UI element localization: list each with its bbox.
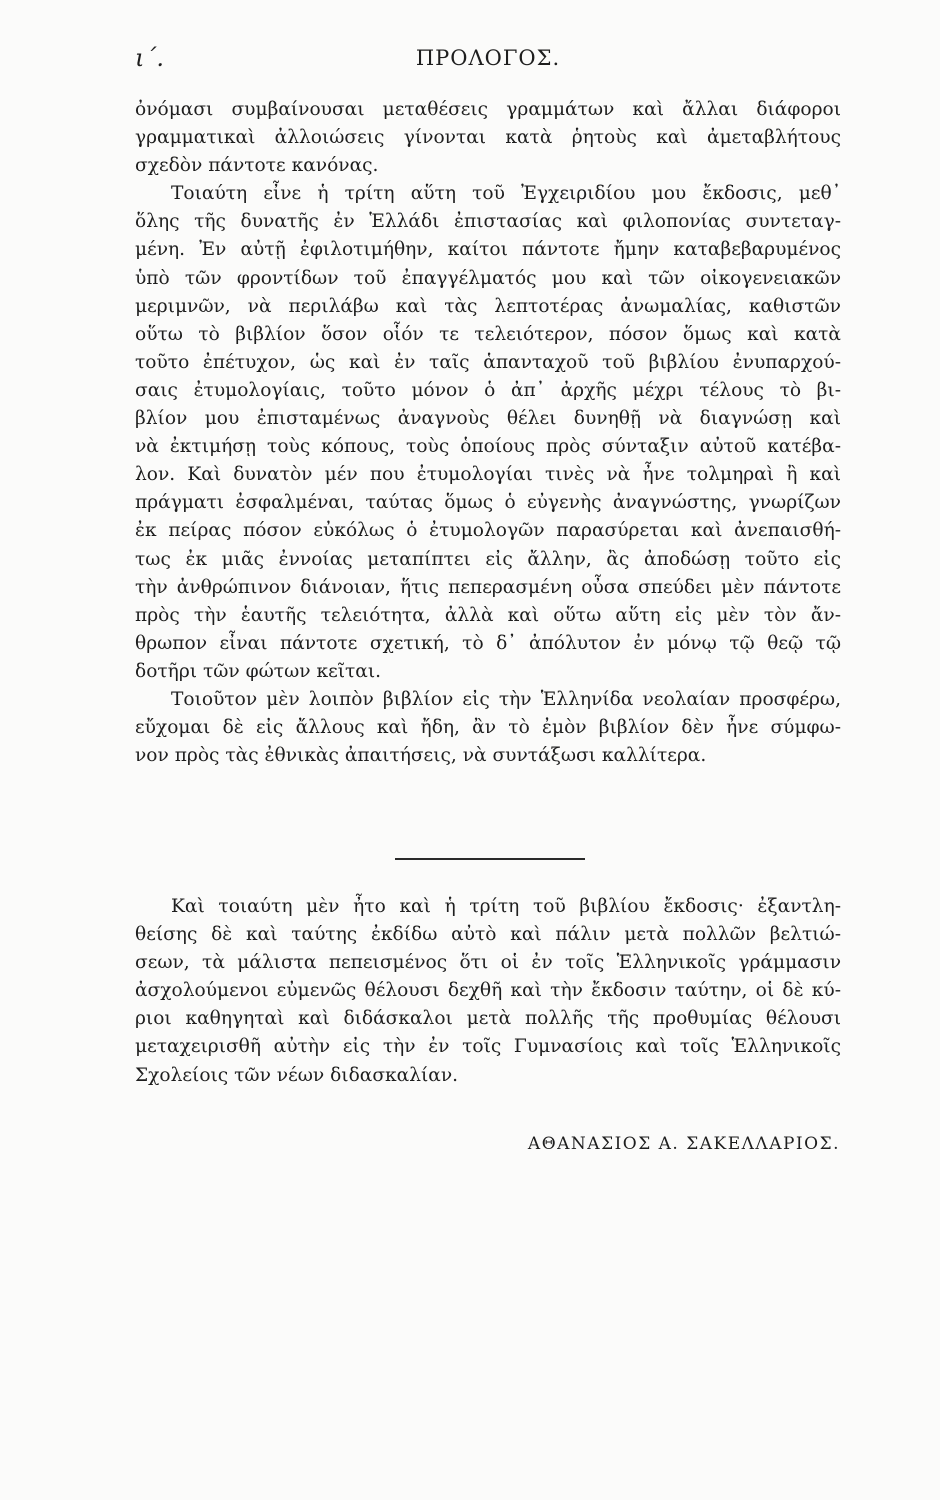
- text-line: σαις ἐτυμολογίαις, τοῦτο μόνον ὁ ἀπ᾽ ἀρχῆς μέχρι τέλους τὸ βι-: [135, 379, 841, 401]
- text-line: πρὸς τὴν ἑαυτῆς τελειότητα, ἀλλὰ καὶ οὕτω αὕτη εἰς μὲν τὸν ἄν-: [135, 604, 841, 626]
- text-line: Καὶ τοιαύτη μὲν ἦτο καὶ ἡ τρίτη τοῦ βιβλίου ἔκδοσις· ἐξαντλη-: [171, 896, 841, 917]
- text-line: τοῦτο ἐπέτυχον, ὡς καὶ ἐν ταῖς ἁπανταχοῦ τοῦ βιβλίου ἐνυπαρχού-: [135, 351, 841, 373]
- text-line: τὴν ἀνθρώπινον διάνοιαν, ἥτις πεπερασμένη οὖσα σπεύδει μὲν πάντοτε: [135, 576, 841, 598]
- text-line: μένη. Ἐν αὐτῇ ἐφιλοτιμήθην, καίτοι πάντοτε ἤμην καταβεβαρυμένος: [135, 239, 841, 261]
- text-line: οὕτω τὸ βιβλίον ὅσον οἷόν τε τελειότερον, πόσον ὅμως καὶ κατὰ: [135, 323, 841, 345]
- text-line: σχεδὸν πάντοτε κανόνας.: [135, 155, 379, 177]
- page-number: ι΄.: [135, 44, 165, 72]
- preface-body: [135, 96, 841, 770]
- text-line: Τοιαύτη εἶνε ἡ τρίτη αὕτη τοῦ Ἐγχειριδίου μου ἔκδοσις, μεθ᾽: [171, 183, 841, 205]
- text-line: δοτῆρι τῶν φώτων κεῖται.: [135, 660, 382, 682]
- text-line: ὑπὸ τῶν φροντίδων τοῦ ἐπαγγέλματός μου καὶ τῶν οἰκογενειακῶν: [135, 267, 841, 289]
- paragraph-2: [135, 180, 841, 686]
- paragraph-4: [135, 893, 841, 1090]
- text-line: λον. Καὶ δυνατὸν μέν που ἐτυμολογίαι τινὲς νὰ ἦνε τολμηραὶ ἢ καὶ: [135, 464, 841, 486]
- text-line: Τοιοῦτον μὲν λοιπὸν βιβλίον εἰς τὴν Ἑλληνίδα νεολαίαν προσφέρω,: [171, 688, 841, 710]
- section-divider: [395, 858, 585, 860]
- text-line: μεριμνῶν, νὰ περιλάβω καὶ τὰς λεπτοτέρας ἀνωμαλίας, καθιστῶν: [135, 295, 841, 317]
- text-line: νον πρὸς τὰς ἐθνικὰς ἀπαιτήσεις, νὰ συντάξωσι καλλίτερα.: [135, 745, 707, 767]
- text-line: ἐκ πείρας πόσον εὐκόλως ὁ ἐτυμολογῶν παρασύρεται καὶ ἀνεπαισθή-: [135, 520, 841, 542]
- text-line: μεταχειρισθῆ αὐτὴν εἰς τὴν ἐν τοῖς Γυμνασίοις καὶ τοῖς Ἑλληνικοῖς: [135, 1036, 841, 1058]
- text-line: ὅλης τῆς δυνατῆς ἐν Ἑλλάδι ἐπιστασίας καὶ φιλοπονίας συντεταγ-: [135, 211, 841, 233]
- text-line: γραμματικαὶ ἀλλοιώσεις γίνονται κατὰ ῥητοὺς καὶ ἀμεταβλήτους: [135, 127, 841, 149]
- text-line: βλίον μου ἐπισταμένως ἀναγνοὺς θέλει δυνηθῇ νὰ διαγνώσῃ καὶ: [135, 408, 841, 430]
- paragraph-3: [135, 686, 841, 770]
- text-line: ριοι καθηγηταὶ καὶ διδάσκαλοι μετὰ πολλῆς τῆς προθυμίας θέλουσι: [135, 1008, 841, 1030]
- text-line: πράγματι ἐσφαλμέναι, ταύτας ὅμως ὁ εὐγενὴς ἀναγνώστης, γνωρίζων: [135, 492, 841, 514]
- author-signature: ΑΘΑΝΑΣΙΟΣ Α. ΣΑΚΕΛΛΑΡΙΟΣ.: [527, 1134, 840, 1154]
- text-line: Σχολείοις τῶν νέων διδασκαλίαν.: [135, 1064, 459, 1086]
- text-line: σεων, τὰ μάλιστα πεπεισμένος ὅτι οἱ ἐν τοῖς Ἑλληνικοῖς γράμμασιν: [135, 952, 841, 974]
- text-line: θρωπον εἶναι πάντοτε σχετική, τὸ δ᾽ ἀπόλυτον ἐν μόνῳ τῷ θεῷ τῷ: [135, 632, 841, 654]
- text-line: τως ἐκ μιᾶς ἐννοίας μεταπίπτει εἰς ἄλλην, ἂς ἀποδώσῃ τοῦτο εἰς: [135, 548, 841, 570]
- text-line: εὔχομαι δὲ εἰς ἄλλους καὶ ἤδη, ἂν τὸ ἐμὸν βιβλίον δὲν ἦνε σύμφω-: [135, 717, 841, 739]
- addendum-body: [135, 893, 841, 1090]
- paragraph-1: [135, 96, 841, 180]
- text-line: νὰ ἐκτιμήσῃ τοὺς κόπους, τοὺς ὁποίους πρὸς σύνταξιν αὐτοῦ κατέβα-: [135, 436, 841, 458]
- text-line: ἀσχολούμενοι εὐμενῶς θέλουσι δεχθῆ καὶ τὴν ἔκδοσιν ταύτην, οἱ δὲ κύ-: [135, 980, 841, 1002]
- running-title: ΠΡΟΛΟΓΟΣ.: [415, 46, 561, 70]
- text-line: ὀνόμασι συμβαίνουσαι μεταθέσεις γραμμάτων καὶ ἄλλαι διάφοροι: [135, 99, 841, 120]
- text-line: θείσης δὲ καὶ ταύτης ἐκδίδω αὐτὸ καὶ πάλιν μετὰ πολλῶν βελτιώ-: [135, 924, 841, 946]
- page-header: [135, 44, 841, 74]
